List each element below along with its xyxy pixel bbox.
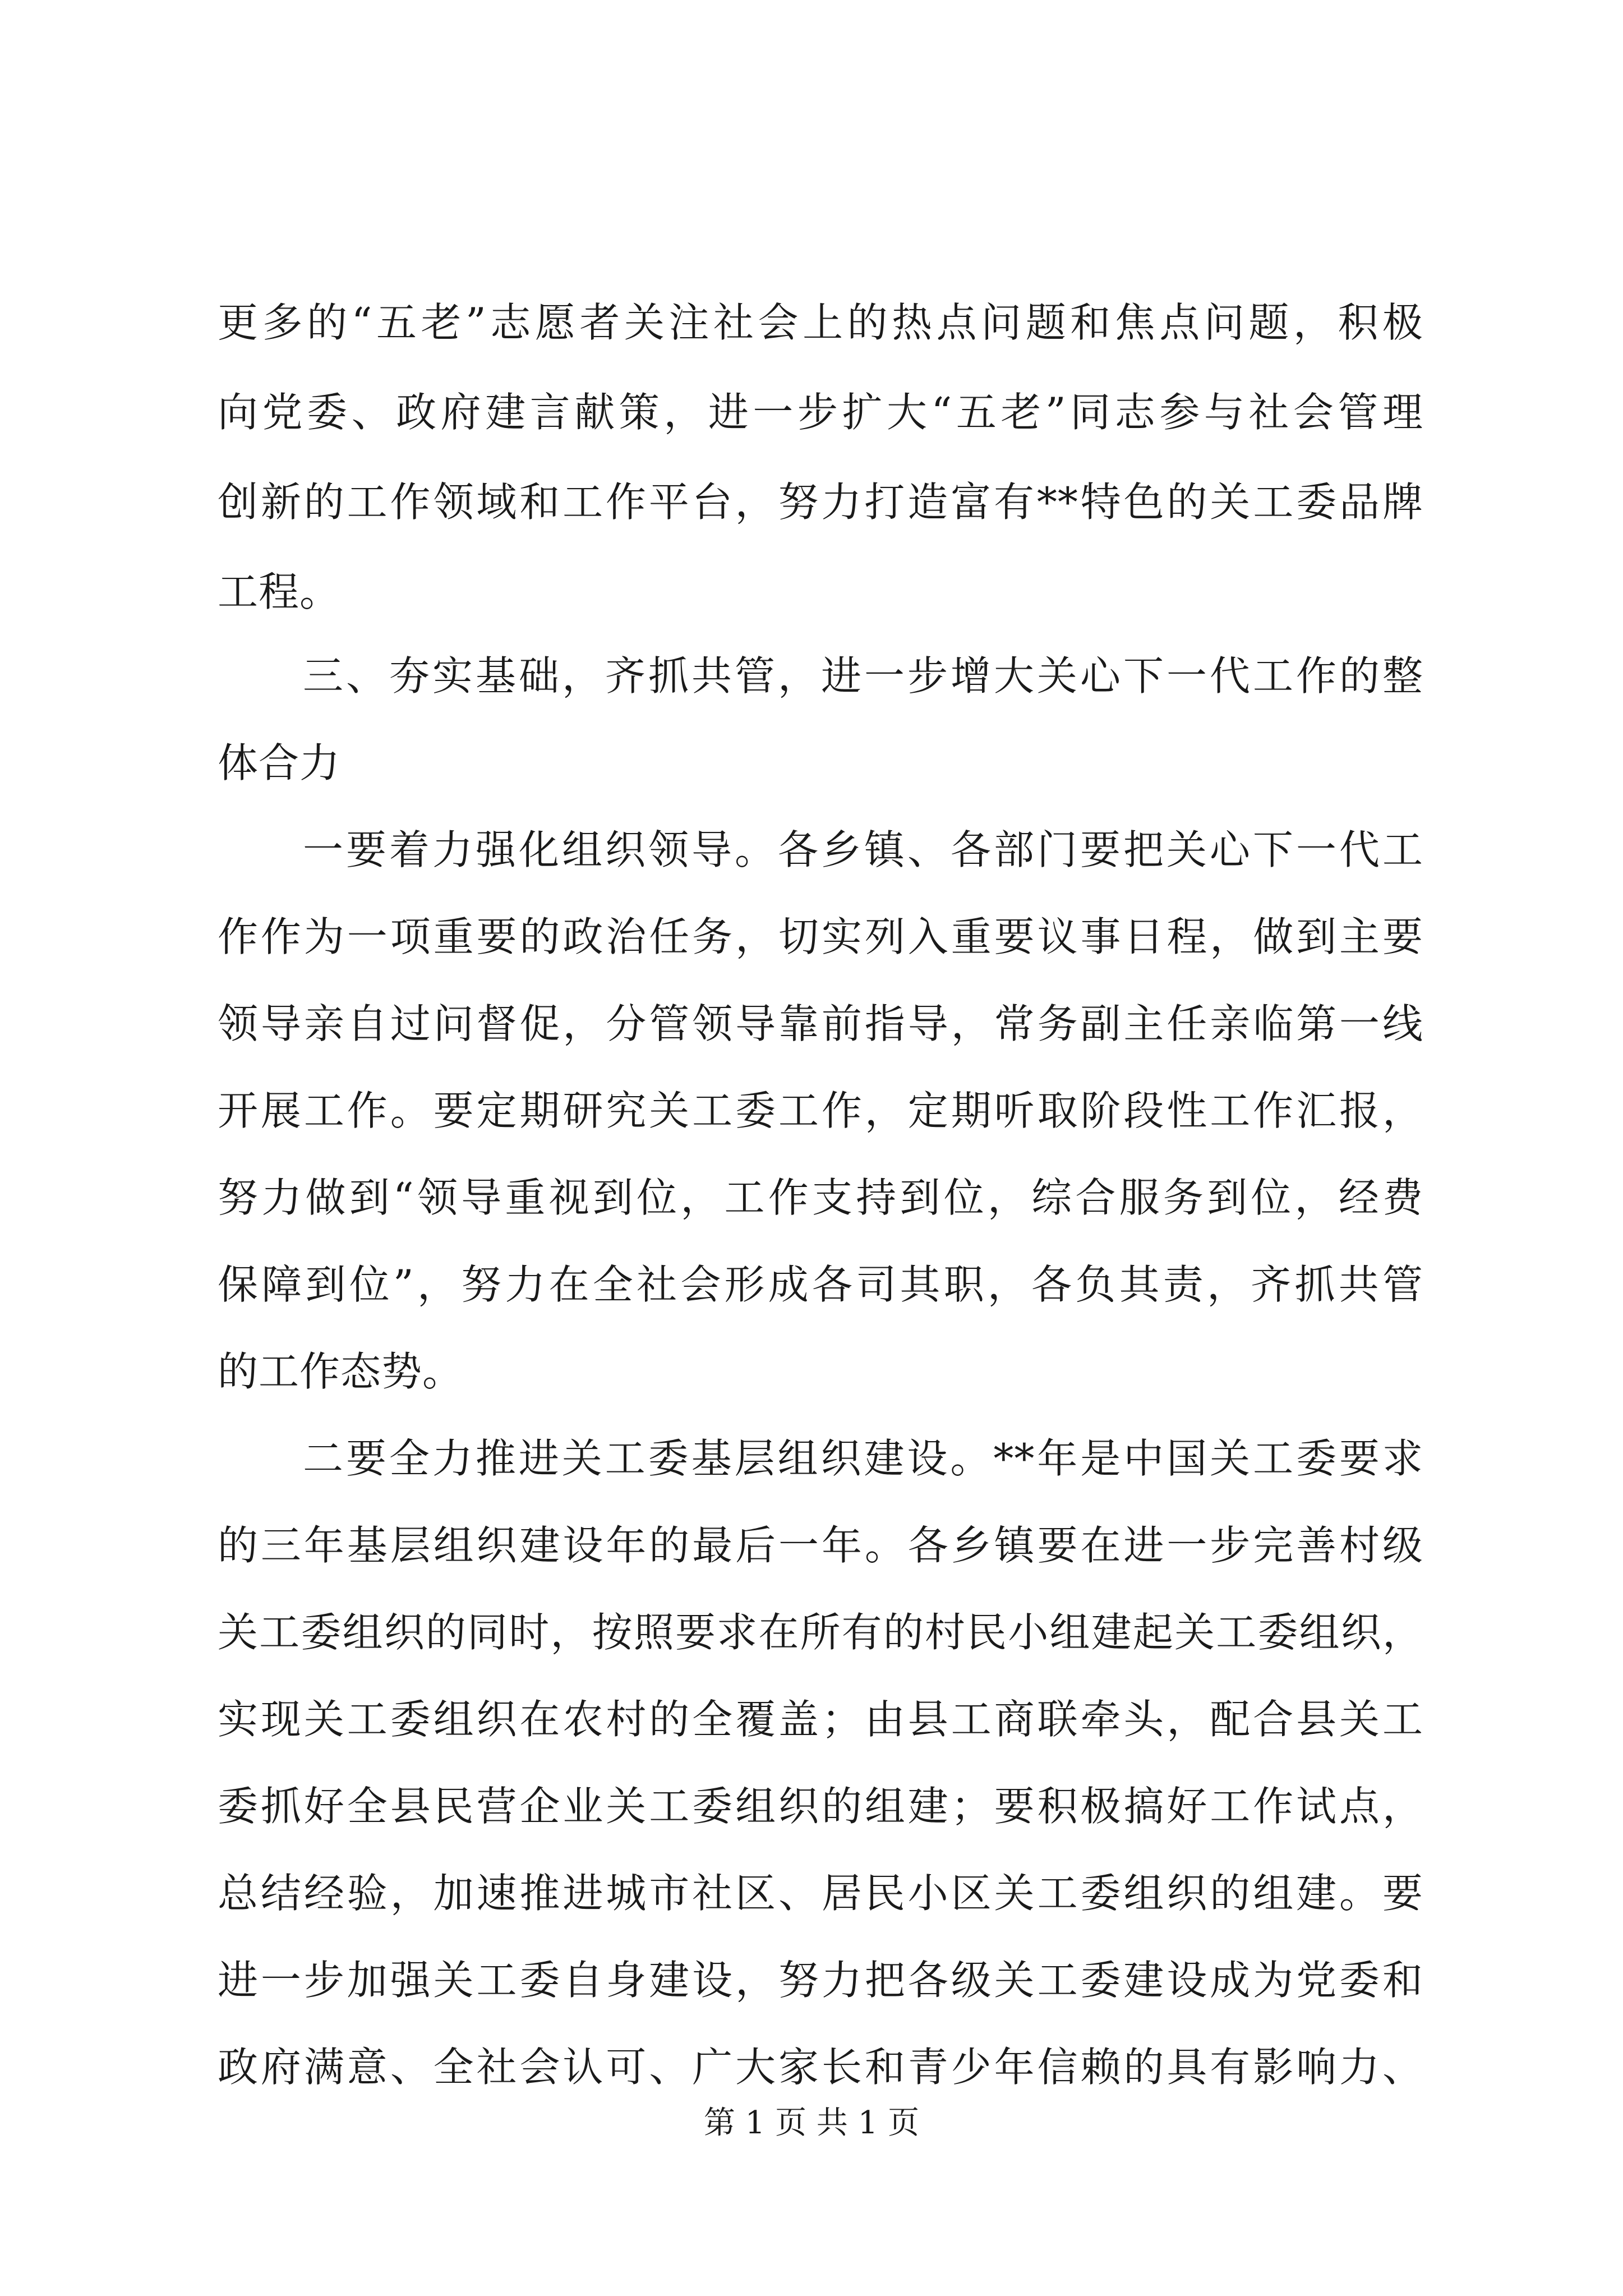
text-line: 领导亲自过问督促，分管领导靠前指导，常务副主任亲临第一线 [218,1000,1423,1047]
text-line: 作作为一项重要的政治任务，切实列入重要议事日程，做到主要 [218,913,1423,960]
text-line: 二要全力推进关工委基层组织建设。**年是中国关工委要求 [303,1435,1423,1482]
text-line: 保障到位”，努力在全社会形成各司其职，各负其责，齐抓共管 [218,1261,1423,1308]
text-line: 委抓好全县民营企业关工委组织的组建；要积极搞好工作试点， [218,1783,1423,1830]
text-line: 政府满意、全社会认可、广大家长和青少年信赖的具有影响力、 [218,2044,1423,2091]
text-line: 更多的“五老”志愿者关注社会上的热点问题和焦点问题，积极 [218,299,1423,346]
text-line: 开展工作。要定期研究关工委工作，定期听取阶段性工作汇报， [218,1087,1423,1134]
text-line: 的三年基层组织建设年的最后一年。各乡镇要在进一步完善村级 [218,1522,1423,1569]
section-heading-line: 三、夯实基础，齐抓共管，进一步增大关心下一代工作的整 [303,652,1423,700]
page-number: 第 1 页 共 1 页 [703,2105,920,2141]
text-line: 实现关工委组织在农村的全覆盖；由县工商联牵头，配合县关工 [218,1696,1423,1743]
text-line: 努力做到“领导重视到位，工作支持到位，综合服务到位，经费 [218,1174,1423,1221]
text-line: 一要着力强化组织领导。各乡镇、各部门要把关心下一代工 [303,826,1423,873]
text-line: 关工委组织的同时，按照要求在所有的村民小组建起关工委组织， [218,1609,1423,1656]
text-line: 总结经验，加速推进城市社区、居民小区关工委组织的组建。要 [218,1870,1423,1917]
text-line: 的工作态势。 [218,1348,464,1395]
text-line: 创新的工作领域和工作平台，努力打造富有**特色的关工委品牌 [218,478,1423,526]
text-line: 工程。 [218,568,341,615]
section-heading-line: 体合力 [218,739,341,786]
text-line: 进一步加强关工委自身建设，努力把各级关工委建设成为党委和 [218,1957,1423,2004]
text-line: 向党委、政府建言献策，进一步扩大“五老”同志参与社会管理 [218,389,1423,436]
